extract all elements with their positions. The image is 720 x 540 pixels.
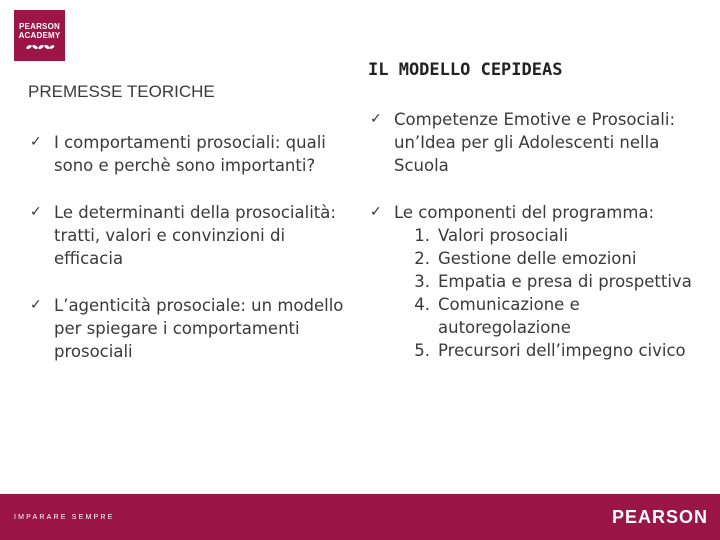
right-heading: IL MODELLO CEPIDEAS	[368, 60, 563, 80]
premesse-list	[28, 131, 348, 387]
pearson-academy-logo	[14, 10, 65, 61]
component-text: Empatia e presa di prospettiva	[438, 272, 692, 291]
check-icon: ✓	[370, 111, 382, 127]
component-item	[394, 293, 708, 339]
component-text: Gestione delle emozioni	[438, 249, 637, 268]
logo-line-2: ACADEMY	[18, 31, 61, 40]
check-icon: ✓	[30, 204, 42, 220]
check-icon: ✓	[370, 204, 382, 220]
component-item	[394, 224, 708, 247]
list-item-text: Le componenti del programma:	[394, 203, 655, 222]
logo-line-1: PEARSON	[19, 22, 60, 31]
cepideas-list	[368, 108, 708, 386]
list-item	[368, 108, 708, 177]
component-number: 3.	[414, 272, 430, 291]
component-number: 2.	[414, 249, 430, 268]
component-item	[394, 247, 708, 270]
list-item	[28, 201, 348, 270]
component-text: Valori prosociali	[438, 226, 569, 245]
components-list	[394, 224, 708, 362]
footer-tagline: IMPARARE SEMPRE	[14, 514, 115, 521]
list-item-text: I comportamenti prosociali: quali sono e perchè sono importanti?	[54, 133, 326, 175]
list-item-text: Competenze Emotive e Prosociali: un’Idea per gli Adolescenti nella Scuola	[394, 110, 676, 175]
component-text: Precursori dell’impegno civico	[438, 341, 686, 360]
left-heading: PREMESSE TEORICHE	[28, 82, 215, 101]
list-item-text: Le determinanti della prosocialità: tratti, valori e convinzioni di efficacia	[54, 203, 336, 268]
sprout-icon	[25, 42, 55, 52]
component-number: 5.	[414, 341, 430, 360]
component-item	[394, 339, 708, 362]
component-text: Comunicazione e autoregolazione	[438, 295, 580, 337]
list-item-text: L’agenticità prosociale: un modello per spiegare i comportamenti prosociali	[54, 296, 344, 361]
check-icon: ✓	[30, 134, 42, 150]
list-item	[368, 201, 708, 362]
component-number: 1.	[414, 226, 430, 245]
component-item	[394, 270, 708, 293]
footer-bar	[0, 494, 720, 540]
pearson-brand-logo: PEARSON	[611, 507, 708, 527]
check-icon: ✓	[30, 297, 42, 313]
list-item	[28, 294, 348, 363]
list-item	[28, 131, 348, 177]
component-number: 4.	[414, 295, 430, 314]
